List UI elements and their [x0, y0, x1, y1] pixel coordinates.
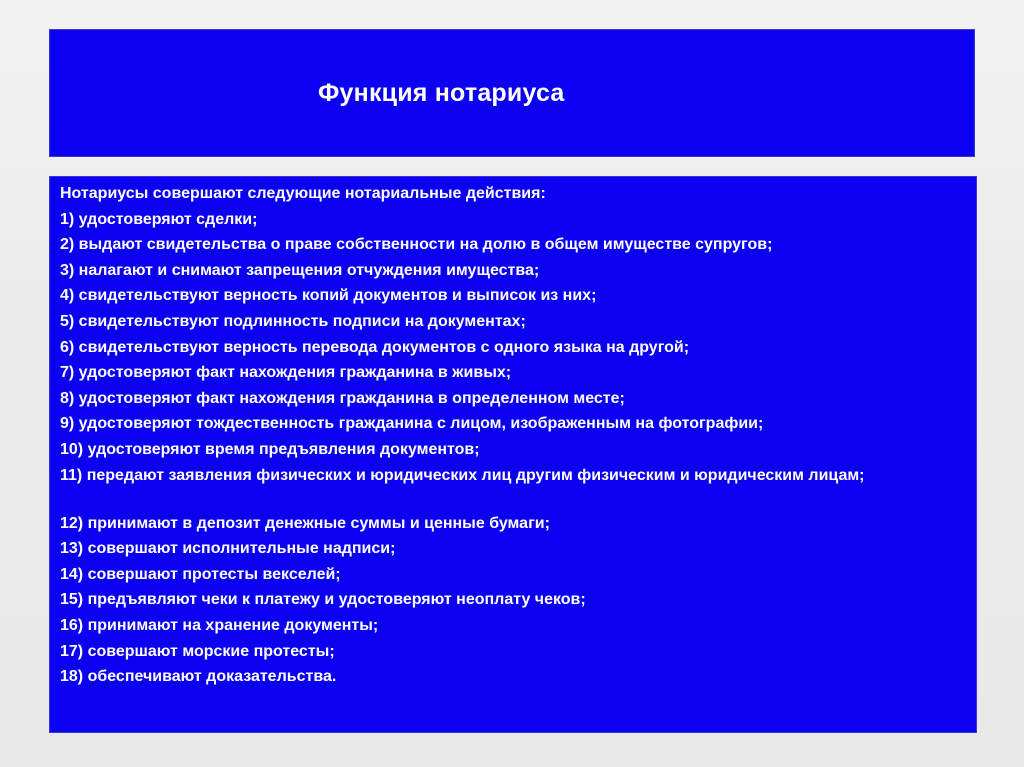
list-item: 6) свидетельствуют верность перевода документов с одного языка на другой;: [60, 338, 690, 356]
list-item: 12) принимают в депозит денежные суммы и ценные бумаги;: [60, 514, 550, 532]
list-item: 8) удостоверяют факт нахождения гражданина в определенном месте;: [60, 389, 625, 407]
list-item: 18) обеспечивают доказательства.: [60, 668, 337, 686]
slide-title: Функция нотариуса: [318, 79, 565, 107]
list-item: 15) предъявляют чеки к платежу и удостоверяют неоплату чеков;: [60, 591, 586, 609]
list-intro: Нотариусы совершают следующие нотариальные действия:: [60, 185, 546, 202]
list-item: 10) удостоверяют время предъявления документов;: [60, 440, 480, 458]
list-item: 11) передают заявления физических и юридических лиц другим физическим и юридическим лицам;: [60, 466, 865, 484]
list-item: 13) совершают исполнительные надписи;: [60, 540, 396, 558]
list-item: 17) совершают морские протесты;: [60, 642, 335, 660]
list-item: 16) принимают на хранение документы;: [60, 616, 379, 634]
list-item: 1) удостоверяют сделки;: [60, 210, 258, 228]
list-item: 3) налагают и снимают запрещения отчуждения имущества;: [60, 261, 540, 279]
list-item: 14) совершают протесты векселей;: [60, 565, 341, 583]
list-item: 2) выдают свидетельства о праве собственности на долю в общем имуществе супругов;: [60, 236, 773, 254]
notary-actions-list: [60, 181, 960, 690]
list-item: 9) удостоверяют тождественность гражданина с лицом, изображенным на фотографии;: [60, 415, 764, 433]
list-item: 7) удостоверяют факт нахождения гражданина в живых;: [60, 364, 512, 382]
list-item: 5) свидетельствуют подлинность подписи на документах;: [60, 312, 526, 330]
list-item: 4) свидетельствуют верность копий документов и выписок из них;: [60, 287, 597, 305]
